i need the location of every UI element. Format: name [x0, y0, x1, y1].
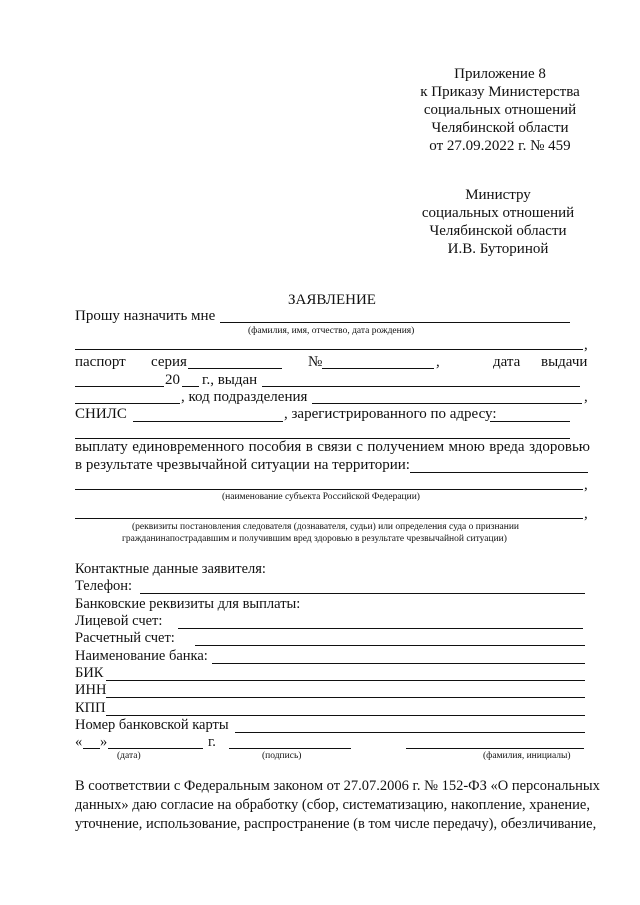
payment-text-line: в результате чрезвычайной ситуации на территории: — [75, 457, 410, 473]
addressee-line: И.В. Буториной — [447, 241, 549, 257]
phone-label: Телефон: — [75, 578, 133, 594]
signature-field[interactable] — [229, 748, 351, 749]
name-hint: (фамилия, инициалы) — [483, 751, 571, 761]
issue-day-field[interactable] — [75, 386, 164, 387]
appendix-line: Челябинской области — [431, 120, 569, 136]
addressee-line: социальных отношений — [421, 205, 575, 221]
requisites-hint: гражданинапострадавшим и получившим вред здоровью в результате чрезвычайной ситуации) — [122, 534, 507, 544]
subdivision-code-field[interactable] — [312, 403, 582, 404]
comma: , — [584, 389, 588, 405]
settlement-account-field[interactable] — [195, 645, 585, 646]
series-label: серия — [151, 354, 187, 370]
date-quote-open: « — [75, 734, 83, 750]
issued-by-continuation-field[interactable] — [75, 403, 180, 404]
number-field[interactable] — [322, 368, 434, 369]
issued-label: выдачи — [541, 354, 588, 370]
appendix-line: к Приказу Министерства — [420, 84, 580, 100]
fio-continuation-field[interactable] — [75, 349, 583, 350]
date-quote-close: » — [100, 734, 108, 750]
addressee-block — [398, 186, 598, 258]
region-hint: (наименование субъекта Российской Федерации) — [222, 492, 420, 502]
day-field[interactable] — [83, 748, 100, 749]
bik-field[interactable] — [106, 680, 585, 681]
card-number-label: Номер банковской карты — [75, 717, 229, 733]
document-title: ЗАЯВЛЕНИЕ — [288, 292, 376, 308]
consent-text-line: данных» даю согласие на обработку (сбор, систематизацию, накопление, хранение, — [75, 797, 590, 813]
territory-field[interactable] — [410, 472, 588, 473]
year-prefix: 20 — [165, 372, 180, 388]
number-label: № — [308, 354, 323, 370]
comma: , — [436, 354, 440, 370]
series-field[interactable] — [188, 368, 282, 369]
personal-account-label: Лицевой счет: — [75, 613, 163, 629]
appendix-line: от 27.09.2022 г. № 459 — [429, 138, 571, 154]
payment-text-line: выплату единовременного пособия в связи с получением мною вреда здоровью — [75, 439, 590, 455]
snils-field[interactable] — [133, 421, 283, 422]
phone-field[interactable] — [140, 593, 585, 594]
date-label: дата — [493, 354, 521, 370]
appendix-line: Приложение 8 — [454, 66, 546, 82]
signature-hint: (подпись) — [262, 751, 302, 761]
issue-year-field[interactable] — [182, 386, 199, 387]
comma: , — [584, 337, 588, 353]
consent-text-line: В соответствии с Федеральным законом от 27.07.2006 г. № 152-ФЗ «О персональных — [75, 778, 600, 794]
card-number-field[interactable] — [235, 732, 585, 733]
bank-name-field[interactable] — [212, 663, 585, 664]
region-field[interactable] — [75, 489, 583, 490]
subdivision-code-label: , код подразделения — [181, 389, 308, 405]
issued-by-field[interactable] — [262, 386, 580, 387]
settlement-account-label: Расчетный счет: — [75, 630, 175, 646]
addressee-line: Министру — [465, 187, 531, 203]
request-label: Прошу назначить мне — [75, 308, 216, 324]
appendix-block — [400, 65, 600, 155]
personal-account-field[interactable] — [178, 628, 583, 629]
issued-by-label: г., выдан — [202, 372, 258, 388]
kpp-label: КПП — [75, 700, 106, 716]
passport-label: паспорт — [75, 354, 126, 370]
comma: , — [584, 506, 588, 522]
requisites-hint: (реквизиты постановления следователя (дознавателя, судьи) или определения суда о признании — [132, 522, 519, 532]
bik-label: БИК — [75, 665, 104, 681]
address-field[interactable] — [490, 421, 570, 422]
comma: , — [584, 477, 588, 493]
addressee-line: Челябинской области — [429, 223, 567, 239]
appendix-line: социальных отношений — [423, 102, 577, 118]
month-field[interactable] — [108, 748, 203, 749]
requisites-field[interactable] — [75, 518, 583, 519]
name-initials-field[interactable] — [406, 748, 584, 749]
year-mark: г. — [208, 734, 216, 750]
contacts-heading: Контактные данные заявителя: — [75, 561, 266, 577]
inn-label: ИНН — [75, 682, 107, 698]
consent-text-line: уточнение, использование, распространение (в том числе передачу), обезличивание, — [75, 816, 597, 832]
bank-heading: Банковские реквизиты для выплаты: — [75, 596, 301, 612]
inn-field[interactable] — [106, 697, 585, 698]
bank-name-label: Наименование банка: — [75, 648, 208, 664]
fio-hint: (фамилия, имя, отчество, дата рождения) — [248, 326, 415, 336]
fio-field[interactable] — [220, 322, 570, 323]
snils-label: СНИЛС — [75, 406, 127, 422]
registered-address-label: , зарегистрированного по адресу: — [284, 406, 497, 422]
date-hint: (дата) — [117, 751, 141, 761]
